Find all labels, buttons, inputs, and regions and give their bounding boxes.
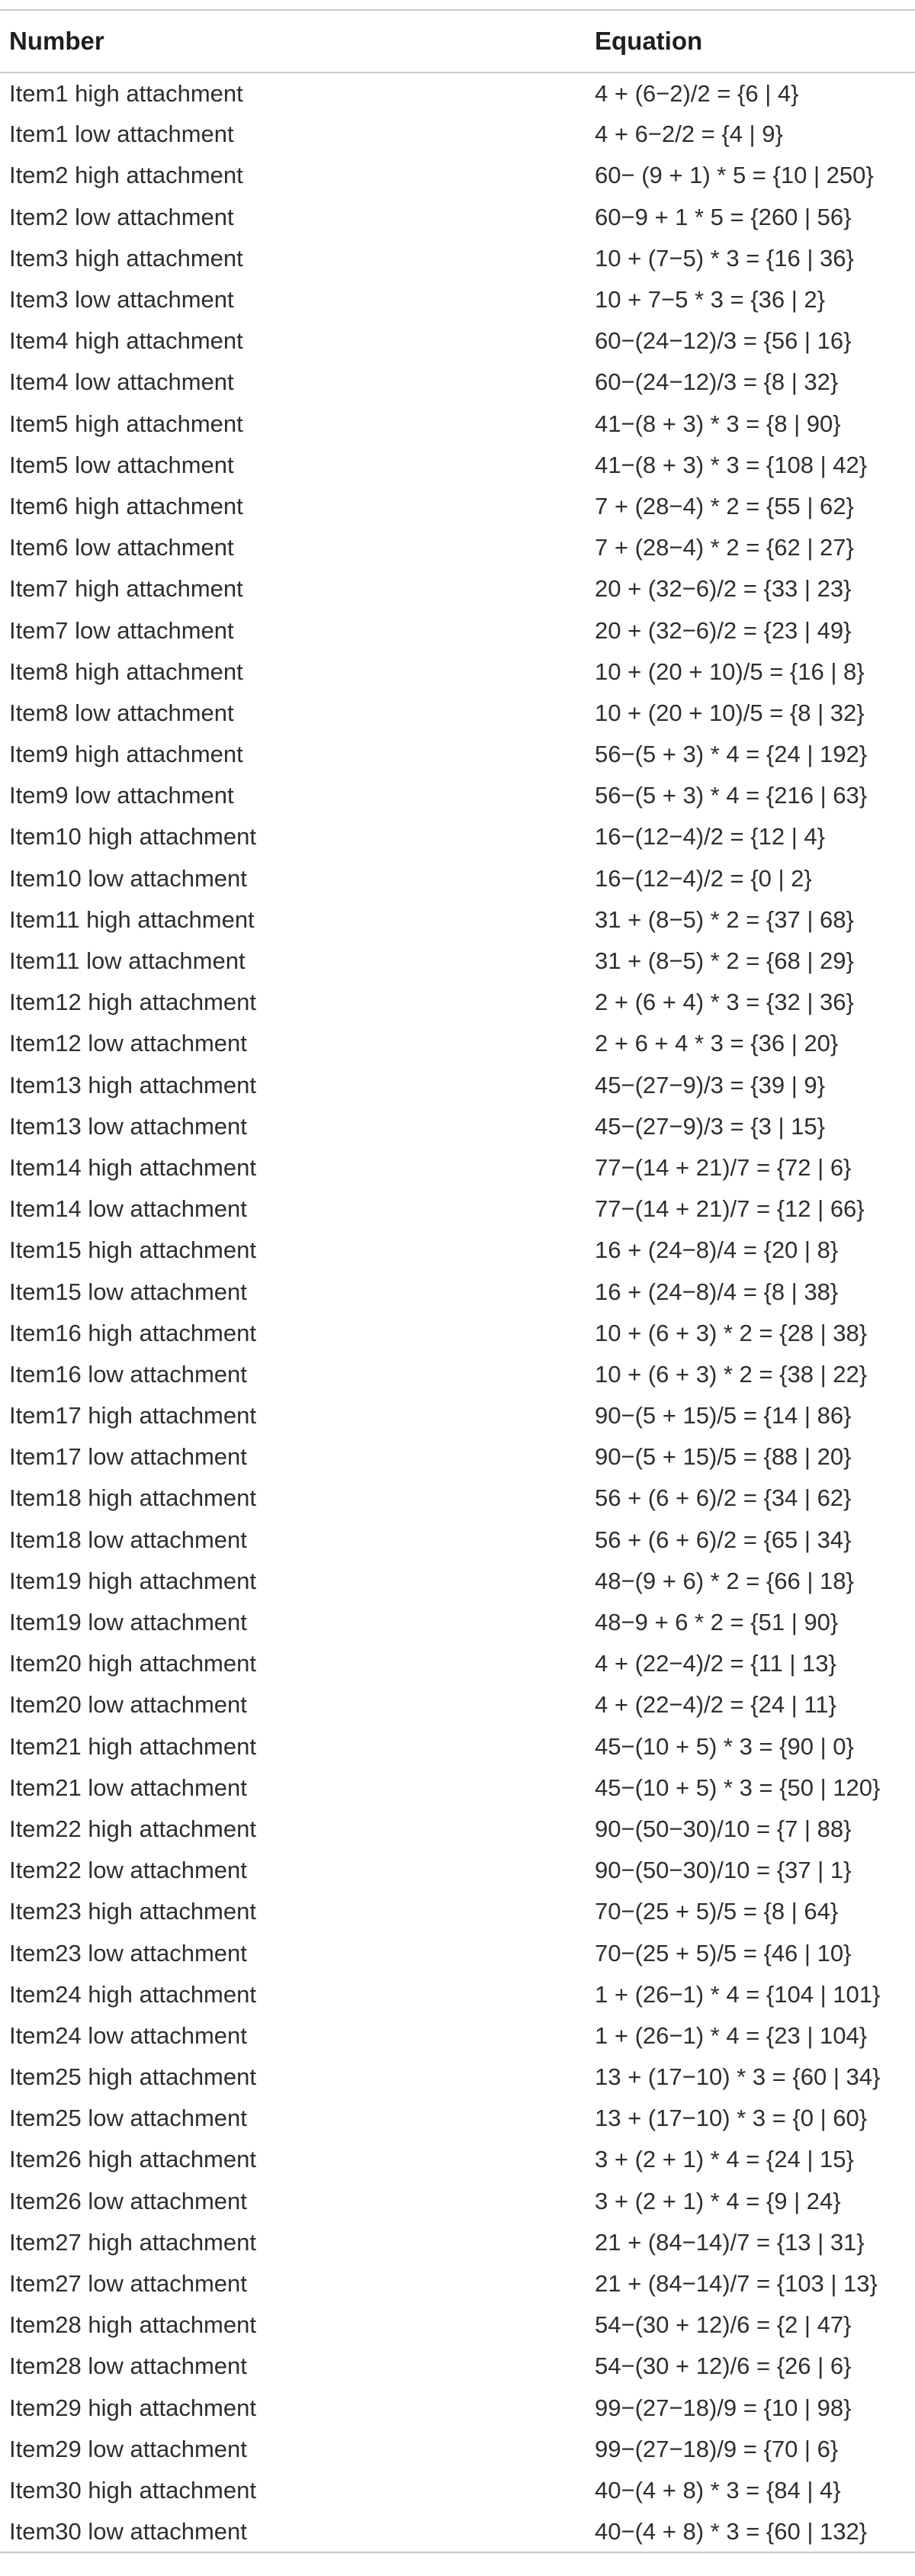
table-row [0, 609, 915, 651]
table-row [0, 197, 915, 238]
table-row [0, 2222, 915, 2263]
item-number-cell: Item18 low attachment [9, 1526, 247, 1553]
item-number-cell: Item14 high attachment [9, 1153, 256, 1181]
equation-cell: 45−(10 + 5) * 3 = {90 | 0} [595, 1732, 854, 1760]
table-row [0, 2181, 915, 2222]
item-number-cell: Item20 low attachment [9, 1691, 247, 1719]
item-number-cell: Item30 low attachment [0, 2511, 595, 2552]
equation-cell: 10 + (7−5) * 3 = {16 | 36} [595, 244, 854, 272]
item-number-cell: Item17 high attachment [9, 1402, 256, 1430]
equation-cell: 56 + (6 + 6)/2 = {65 | 34} [595, 1526, 852, 1553]
equation-cell: 70−(25 + 5)/5 = {8 | 64} [595, 1898, 839, 1925]
item-number-cell: Item25 high attachment [9, 2063, 256, 2091]
item-number-cell: Item2 high attachment [9, 162, 243, 189]
table-row [0, 114, 915, 155]
item-number-cell: Item4 high attachment [9, 327, 243, 355]
equation-cell: 56 + (6 + 6)/2 = {34 | 62} [595, 1484, 852, 1512]
equation-cell: 2 + (6 + 4) * 3 = {32 | 36} [595, 989, 854, 1016]
table-row [0, 2263, 915, 2304]
equation-cell: 10 + (6 + 3) * 2 = {38 | 22} [595, 1360, 868, 1388]
item-number-cell: Item13 high attachment [9, 1071, 256, 1098]
table-row [0, 2346, 915, 2387]
table-row [0, 320, 915, 362]
equation-cell: 90−(50−30)/10 = {7 | 88} [595, 1815, 852, 1842]
table-row [0, 899, 915, 941]
equation-cell: 60−9 + 1 * 5 = {260 | 56} [595, 203, 852, 230]
equation-cell: 13 + (17−10) * 3 = {60 | 34} [595, 2063, 881, 2091]
table-row [0, 693, 915, 734]
table-row [0, 1561, 915, 1602]
equation-cell: 77−(14 + 21)/7 = {72 | 6} [595, 1153, 852, 1181]
equation-cell: 90−(50−30)/10 = {37 | 1} [595, 1857, 852, 1884]
table-row [0, 982, 915, 1023]
equation-cell: 1 + (26−1) * 4 = {23 | 104} [595, 2021, 868, 2049]
equation-cell: 56−(5 + 3) * 4 = {24 | 192} [595, 741, 868, 768]
item-number-cell: Item14 low attachment [9, 1195, 247, 1223]
table-row [0, 1602, 915, 1643]
table-row [0, 2304, 915, 2346]
item-number-cell: Item2 low attachment [9, 203, 234, 230]
item-number-cell: Item22 low attachment [9, 1857, 247, 1884]
equation-cell: 4 + (22−4)/2 = {24 | 11} [595, 1691, 836, 1719]
table-row [0, 2057, 915, 2098]
equation-cell: 13 + (17−10) * 3 = {0 | 60} [595, 2105, 868, 2132]
item-number-cell: Item21 low attachment [9, 1774, 247, 1801]
equation-cell: 99−(27−18)/9 = {70 | 6} [595, 2435, 839, 2462]
table-row [0, 2470, 915, 2511]
equation-cell: 90−(5 + 15)/5 = {14 | 86} [595, 1402, 852, 1430]
item-number-cell: Item10 low attachment [9, 864, 247, 892]
table-row [0, 1106, 915, 1147]
equation-cell: 70−(25 + 5)/5 = {46 | 10} [595, 1939, 852, 1967]
table-row [0, 1354, 915, 1395]
table-row [0, 404, 915, 445]
item-number-cell: Item15 high attachment [9, 1237, 256, 1264]
equation-cell: 54−(30 + 12)/6 = {26 | 6} [595, 2352, 852, 2380]
table-row [0, 2098, 915, 2139]
table-row [0, 1147, 915, 1188]
table-row [0, 1684, 915, 1725]
table-row [0, 279, 915, 320]
equation-cell: 10 + (20 + 10)/5 = {16 | 8} [595, 658, 865, 685]
table-row [0, 1767, 915, 1809]
equation-cell: 60−(24−12)/3 = {56 | 16} [595, 327, 852, 355]
table-row [0, 2429, 915, 2470]
equation-cell: 60− (9 + 1) * 5 = {10 | 250} [595, 162, 874, 189]
table-row [0, 858, 915, 899]
table-row [0, 1974, 915, 2015]
item-number-cell: Item19 high attachment [9, 1567, 256, 1594]
table-row [0, 527, 915, 568]
equation-cell: 3 + (2 + 1) * 4 = {24 | 15} [595, 2146, 854, 2173]
item-number-cell: Item26 low attachment [9, 2187, 247, 2214]
item-number-cell: Item6 low attachment [9, 534, 234, 561]
equation-cell: 21 + (84−14)/7 = {103 | 13} [595, 2270, 878, 2298]
item-number-cell: Item11 low attachment [9, 947, 246, 975]
table-row [0, 1726, 915, 1767]
table-row [0, 1932, 915, 1973]
equation-cell: 40−(4 + 8) * 3 = {60 | 132} [595, 2511, 915, 2552]
equation-cell: 4 + 6−2/2 = {4 | 9} [595, 121, 783, 148]
item-number-cell: Item24 low attachment [9, 2021, 247, 2049]
header-equation: Equation [595, 10, 915, 72]
table-row [0, 651, 915, 693]
table-row [0, 1478, 915, 1519]
item-number-cell: Item5 low attachment [9, 451, 234, 478]
equation-cell: 45−(10 + 5) * 3 = {50 | 120} [595, 1774, 881, 1801]
equation-cell: 31 + (8−5) * 2 = {68 | 29} [595, 947, 854, 975]
equation-cell: 7 + (28−4) * 2 = {55 | 62} [595, 492, 854, 519]
item-number-cell: Item13 low attachment [9, 1112, 247, 1140]
equation-cell: 10 + 7−5 * 3 = {36 | 2} [595, 286, 825, 314]
equation-cell: 60−(24−12)/3 = {8 | 32} [595, 368, 839, 396]
item-number-cell: Item12 low attachment [9, 1030, 247, 1057]
table-row [0, 816, 915, 857]
item-number-cell: Item7 low attachment [9, 616, 234, 644]
equation-cell: 2 + 6 + 4 * 3 = {36 | 20} [595, 1030, 839, 1057]
equation-cell: 10 + (20 + 10)/5 = {8 | 32} [595, 699, 865, 726]
item-number-cell: Item10 high attachment [9, 823, 256, 851]
item-number-cell: Item21 high attachment [9, 1732, 256, 1760]
item-number-cell: Item29 high attachment [9, 2394, 256, 2421]
item-number-cell: Item27 low attachment [9, 2270, 247, 2298]
table-row [0, 734, 915, 775]
table-row [0, 568, 915, 609]
item-number-cell: Item3 high attachment [9, 244, 243, 272]
item-number-cell: Item28 low attachment [9, 2352, 247, 2380]
equation-cell: 77−(14 + 21)/7 = {12 | 66} [595, 1195, 865, 1223]
table-row [0, 2015, 915, 2057]
header-row [0, 10, 915, 72]
table-row [0, 1891, 915, 1932]
table-row [0, 238, 915, 279]
item-number-cell: Item5 high attachment [9, 410, 243, 437]
equation-cell: 48−(9 + 6) * 2 = {66 | 18} [595, 1567, 854, 1594]
equation-cell: 16−(12−4)/2 = {12 | 4} [595, 823, 825, 851]
item-number-cell: Item11 high attachment [9, 905, 255, 933]
equation-cell: 20 + (32−6)/2 = {33 | 23} [595, 575, 852, 603]
table-row [0, 1809, 915, 1850]
item-number-cell: Item8 low attachment [9, 699, 234, 726]
item-number-cell: Item30 high attachment [9, 2476, 256, 2504]
item-number-cell: Item4 low attachment [9, 368, 234, 396]
item-number-cell: Item20 high attachment [9, 1650, 256, 1677]
equation-cell: 3 + (2 + 1) * 4 = {9 | 24} [595, 2187, 841, 2214]
table-row [0, 1395, 915, 1436]
table-row [0, 1023, 915, 1064]
equation-cell: 4 + (6−2)/2 = {6 | 4} [595, 79, 799, 107]
item-number-cell: Item8 high attachment [9, 658, 243, 685]
equation-cell: 1 + (26−1) * 4 = {104 | 101} [595, 1980, 881, 2008]
table-row [0, 1520, 915, 1561]
item-number-cell: Item1 high attachment [9, 79, 243, 107]
item-number-cell: Item24 high attachment [9, 1980, 256, 2008]
item-number-cell: Item9 low attachment [9, 782, 234, 809]
equation-cell: 40−(4 + 8) * 3 = {84 | 4} [595, 2476, 841, 2504]
equation-cell: 16−(12−4)/2 = {0 | 2} [595, 864, 812, 892]
item-number-cell: Item16 low attachment [9, 1360, 247, 1388]
item-number-cell: Item3 low attachment [9, 286, 234, 314]
equation-cell: 7 + (28−4) * 2 = {62 | 27} [595, 534, 854, 561]
equation-cell: 10 + (6 + 3) * 2 = {28 | 38} [595, 1319, 868, 1346]
item-number-cell: Item28 high attachment [9, 2311, 256, 2339]
equation-cell: 99−(27−18)/9 = {10 | 98} [595, 2394, 852, 2421]
equation-cell: 16 + (24−8)/4 = {8 | 38} [595, 1278, 839, 1305]
table-row [0, 1313, 915, 1354]
equation-cell: 31 + (8−5) * 2 = {37 | 68} [595, 905, 854, 933]
table-row [0, 1271, 915, 1312]
item-number-cell: Item6 high attachment [9, 492, 243, 519]
table-row [0, 2388, 915, 2429]
table-row [0, 155, 915, 196]
item-number-cell: Item17 low attachment [9, 1443, 247, 1471]
table-row [0, 362, 915, 403]
header-number: Number [0, 10, 595, 72]
equation-cell: 41−(8 + 3) * 3 = {108 | 42} [595, 451, 868, 478]
equation-cell: 4 + (22−4)/2 = {11 | 13} [595, 1650, 836, 1677]
equations-table [0, 9, 915, 2553]
item-number-cell: Item22 high attachment [9, 1815, 256, 1842]
table-row [0, 1230, 915, 1271]
item-number-cell: Item19 low attachment [9, 1609, 247, 1636]
table-row [0, 445, 915, 486]
item-number-cell: Item9 high attachment [9, 741, 243, 768]
table-row [0, 1436, 915, 1478]
table-row [0, 1643, 915, 1684]
item-number-cell: Item7 high attachment [9, 575, 243, 603]
item-number-cell: Item12 high attachment [9, 989, 256, 1016]
equation-cell: 54−(30 + 12)/6 = {2 | 47} [595, 2311, 852, 2339]
table-row [0, 2511, 915, 2552]
item-number-cell: Item23 low attachment [9, 1939, 247, 1967]
table-row [0, 1065, 915, 1106]
table-row [0, 775, 915, 816]
item-number-cell: Item16 high attachment [9, 1319, 256, 1346]
item-number-cell: Item1 low attachment [9, 121, 234, 148]
equation-cell: 21 + (84−14)/7 = {13 | 31} [595, 2228, 865, 2256]
item-number-cell: Item25 low attachment [9, 2105, 247, 2132]
equation-cell: 90−(5 + 15)/5 = {88 | 20} [595, 1443, 852, 1471]
table-row [0, 941, 915, 982]
equation-cell: 45−(27−9)/3 = {39 | 9} [595, 1071, 825, 1098]
item-number-cell: Item29 low attachment [9, 2435, 247, 2462]
equation-cell: 41−(8 + 3) * 3 = {8 | 90} [595, 410, 841, 437]
item-number-cell: Item18 high attachment [9, 1484, 256, 1512]
item-number-cell: Item15 low attachment [9, 1278, 247, 1305]
table-row [0, 1850, 915, 1891]
table-row [0, 2139, 915, 2180]
table-body [0, 72, 915, 2552]
table-row [0, 486, 915, 527]
item-number-cell: Item23 high attachment [9, 1898, 256, 1925]
table-row [0, 72, 915, 114]
equation-cell: 16 + (24−8)/4 = {20 | 8} [595, 1237, 839, 1264]
item-number-cell: Item26 high attachment [9, 2146, 256, 2173]
equation-cell: 48−9 + 6 * 2 = {51 | 90} [595, 1609, 839, 1636]
equation-cell: 20 + (32−6)/2 = {23 | 49} [595, 616, 852, 644]
equation-cell: 45−(27−9)/3 = {3 | 15} [595, 1112, 825, 1140]
table-row [0, 1188, 915, 1230]
table-header [0, 10, 915, 72]
item-number-cell: Item27 high attachment [9, 2228, 256, 2256]
equation-cell: 56−(5 + 3) * 4 = {216 | 63} [595, 782, 868, 809]
